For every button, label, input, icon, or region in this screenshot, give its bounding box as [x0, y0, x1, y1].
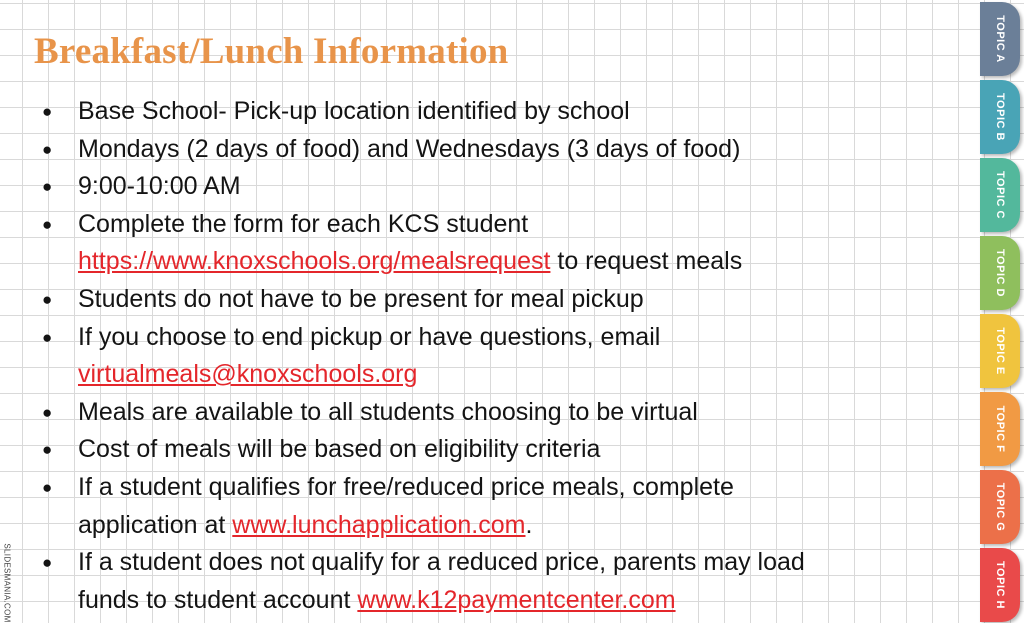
tab-label: TOPIC G: [994, 482, 1006, 532]
list-item: [40, 319, 940, 394]
list-item: [40, 544, 940, 619]
tab-label: TOPIC B: [994, 93, 1006, 141]
tab-label: TOPIC H: [994, 561, 1006, 609]
list-item: [40, 93, 940, 131]
list-item: [40, 131, 940, 169]
bullet-icon: ●: [42, 177, 53, 197]
tab-topic-c[interactable]: [980, 158, 1020, 232]
bullet-text: Cost of meals will be based on eligibility criteria: [78, 435, 601, 464]
lunch-application-link[interactable]: www.lunchapplication.com: [232, 510, 526, 539]
bullet-text: If you choose to end pickup or have questions, email: [78, 322, 661, 351]
tab-label: TOPIC E: [994, 327, 1006, 375]
bullet-text: Mondays (2 days of food) and Wednesdays (3 days of food): [78, 134, 741, 163]
bullet-icon: ●: [42, 477, 53, 497]
bullet-icon: ●: [42, 214, 53, 234]
lunch-prefix: application at: [78, 510, 233, 539]
bullet-text: Students do not have to be present for meal pickup: [78, 284, 644, 313]
tab-label: TOPIC F: [994, 405, 1006, 453]
list-item: [40, 469, 940, 544]
bullet-text: Complete the form for each KCS student: [78, 209, 529, 238]
tab-topic-e[interactable]: [980, 314, 1020, 388]
bullet-icon: ●: [42, 102, 53, 121]
bullet-list: [40, 93, 940, 619]
bullet-icon: ●: [42, 440, 53, 460]
bullet-text: Meals are available to all students choosing to be virtual: [78, 397, 698, 426]
tab-topic-b[interactable]: [980, 80, 1020, 154]
tab-topic-a[interactable]: [980, 2, 1020, 76]
bullet-icon: ●: [42, 553, 53, 573]
payment-center-link[interactable]: www.k12paymentcenter.com: [357, 585, 676, 614]
bullet-icon: ●: [42, 327, 53, 347]
list-item: [40, 206, 940, 281]
bullet-icon: ●: [42, 402, 53, 422]
lunch-suffix: .: [525, 510, 533, 539]
topic-tabs: [968, 0, 1024, 623]
bullet-icon: ●: [42, 139, 53, 159]
tab-label: TOPIC A: [994, 15, 1006, 63]
list-item: [40, 394, 940, 432]
list-item: [40, 281, 940, 319]
bullet-text: Base School- Pick-up location identified by school: [78, 97, 630, 125]
tab-topic-d[interactable]: [980, 236, 1020, 310]
bullet-text: If a student does not qualify for a reduced price, parents may load: [78, 548, 805, 577]
page-title: Breakfast/Lunch Information: [34, 31, 509, 72]
tab-label: TOPIC C: [994, 171, 1006, 219]
bullet-text: 9:00-10:00 AM: [78, 172, 241, 201]
meals-request-suffix: to request meals: [550, 247, 743, 276]
meals-request-link[interactable]: https://www.knoxschools.org/mealsrequest: [78, 247, 551, 276]
tab-topic-h[interactable]: [980, 548, 1020, 622]
watermark-text: SLIDESMANIA.COM: [2, 543, 12, 623]
list-item: [40, 431, 940, 469]
payment-prefix: funds to student account: [78, 585, 358, 614]
list-item: [40, 168, 940, 206]
tab-topic-f[interactable]: [980, 392, 1020, 466]
tab-label: TOPIC D: [994, 249, 1006, 297]
tab-topic-g[interactable]: [980, 470, 1020, 544]
bullet-text: If a student qualifies for free/reduced price meals, complete: [78, 472, 734, 501]
virtual-meals-email-link[interactable]: virtualmeals@knoxschools.org: [78, 360, 418, 389]
watermark: [1, 543, 13, 623]
bullet-icon: ●: [42, 289, 53, 309]
